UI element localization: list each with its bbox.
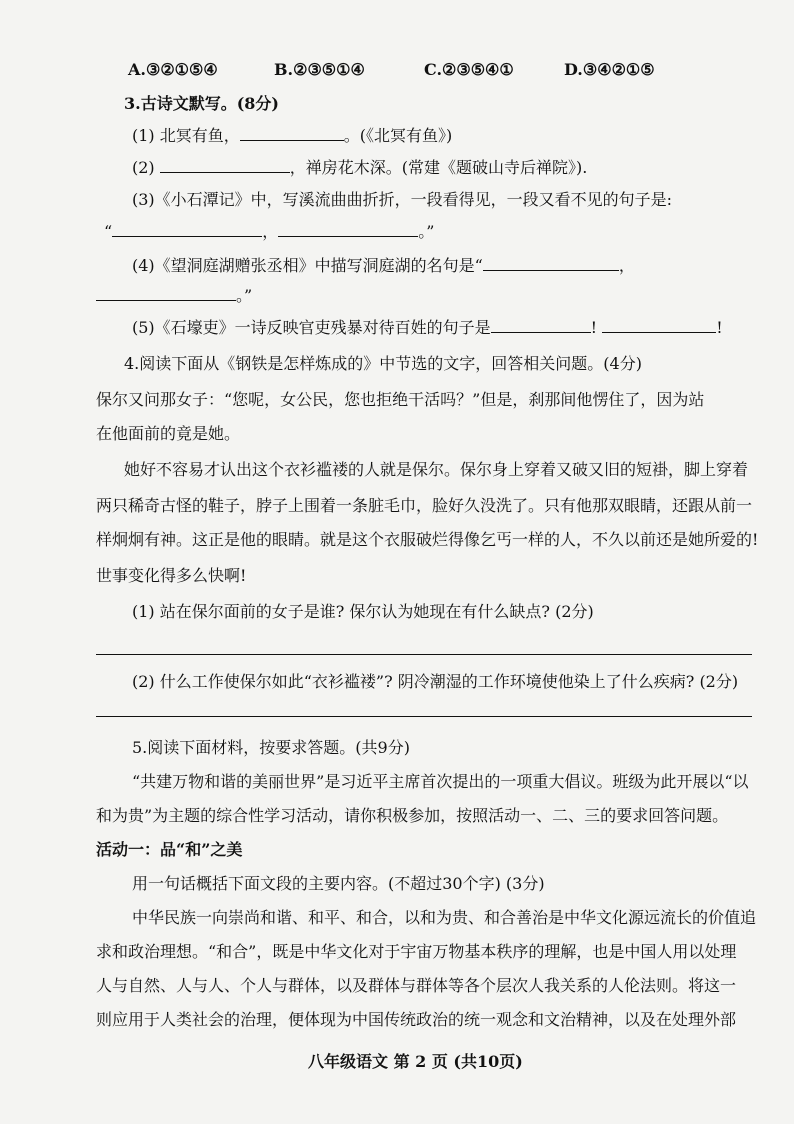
option-d: D.③④②①⑤ xyxy=(564,60,655,79)
answer-blank xyxy=(483,254,619,271)
answer-blank xyxy=(96,284,236,301)
q4-sub1: (1) 站在保尔面前的女子是谁? 保尔认为她现在有什么缺点? (2分) xyxy=(132,602,594,621)
page-footer: 八年级语文 第 2 页 (共10页) xyxy=(308,1052,523,1071)
q3-line3: (3)《小石潭记》中，写溪流曲曲折折，一段看得见，一段又看不见的句子是: xyxy=(132,190,673,209)
q4-para1-line2: 在他面前的竟是她。 xyxy=(96,424,241,443)
q5-instruction: 用一句话概括下面文段的主要内容。(不超过30个字) (3分) xyxy=(132,874,545,893)
q3-line3-blanks xyxy=(104,220,434,244)
q4-para2-line4: 世事变化得多么快啊! xyxy=(96,566,247,585)
answer-blank xyxy=(112,220,262,237)
q3-l4-comma: ， xyxy=(618,256,635,275)
q4-para2-line3: 样炯炯有神。这正是他的眼睛。就是这个衣服破烂得像乞丐一样的人，不久以前还是她所爱的! xyxy=(96,530,759,549)
option-a: A.③②①⑤④ xyxy=(128,60,218,79)
q5-text-line3: 人与自然、人与人、个人与群体，以及群体与群体等各个层次人我关系的人伦法则。将这一 xyxy=(96,976,737,995)
q3-l4: (4)《望洞庭湖赠张丞相》中描写洞庭湖的名句是“ xyxy=(132,256,483,275)
q3-line4-cont xyxy=(96,284,252,308)
answer-blank xyxy=(160,156,290,173)
answer-blank xyxy=(278,220,418,237)
q3-l1a: (1) 北冥有鱼， xyxy=(132,126,240,145)
q5-text-line2: 求和政治理想。“和合”，既是中华文化对于宇宙万物基本秩序的理解，也是中国人用以处理 xyxy=(96,942,737,961)
q3-l5-ex2: ! xyxy=(716,318,723,337)
q5-text-line1: 中华民族一向崇尚和谐、和平、和合，以和为贵、和合善治是中华文化源远流长的价值追 xyxy=(132,908,757,927)
q3-l3-end: 。” xyxy=(418,222,435,241)
q3-l3-mid: ， xyxy=(262,222,279,241)
q3-line5 xyxy=(132,316,723,340)
answer-blank xyxy=(491,316,591,333)
q4-para2-line1: 她好不容易才认出这个衣衫褴褛的人就是保尔。保尔身上穿着又破又旧的短褂，脚上穿着 xyxy=(124,460,749,479)
q3-l5: (5)《石壕吏》一诗反映官吏残暴对待百姓的句子是 xyxy=(132,318,491,337)
q3-l3-open: “ xyxy=(104,222,113,241)
q3-title: 3.古诗文默写。(8分) xyxy=(124,94,279,113)
q3-line4 xyxy=(132,254,635,278)
q3-l5-ex1: ! xyxy=(590,318,598,337)
option-b: B.②③⑤①④ xyxy=(274,60,365,79)
q3-line2 xyxy=(132,156,587,180)
q5-title: 5.阅读下面材料，按要求答题。(共9分) xyxy=(132,738,410,757)
option-c: C.②③⑤④① xyxy=(424,60,514,79)
q3-l4-end: 。” xyxy=(236,286,253,305)
q5-text-line4: 则应用于人类社会的治理，便体现为中国传统政治的统一观念和文治精神，以及在处理外部 xyxy=(96,1010,737,1029)
q4-sub2: (2) 什么工作使保尔如此“衣衫褴褛”? 阴冷潮湿的工作环境使他染上了什么疾病? (2分) xyxy=(132,672,739,691)
q4-title: 4.阅读下面从《钢铁是怎样炼成的》中节选的文字，回答相关问题。(4分) xyxy=(124,354,642,373)
q4-para2-line2: 两只稀奇古怪的鞋子，脖子上围着一条脏毛巾，脸好久没洗了。只有他那双眼睛，还跟从前一 xyxy=(96,496,753,515)
q3-l2b: ，禅房花木深。(常建《题破山寺后禅院》). xyxy=(289,158,588,177)
answer-line xyxy=(96,654,752,655)
answer-line xyxy=(96,716,752,717)
q3-l2a: (2) xyxy=(132,158,155,177)
q5-para1-line2: 和为贵”为主题的综合性学习活动，请你积极参加，按照活动一、二、三的要求回答问题。 xyxy=(96,806,729,825)
q3-l1b: 。(《北冥有鱼》) xyxy=(343,126,453,145)
q5-activity1-heading: 活动一：品“和”之美 xyxy=(96,840,243,859)
q5-para1-line1: “共建万物和谐的美丽世界”是习近平主席首次提出的一项重大倡议。班级为此开展以“以 xyxy=(132,772,749,791)
answer-blank xyxy=(602,316,716,333)
q4-para1-line1: 保尔又问那女子：“您呢，女公民，您也拒绝干活吗？”但是，刹那间他愣住了，因为站 xyxy=(96,390,705,409)
answer-blank xyxy=(240,124,344,141)
q3-line1 xyxy=(132,124,452,148)
